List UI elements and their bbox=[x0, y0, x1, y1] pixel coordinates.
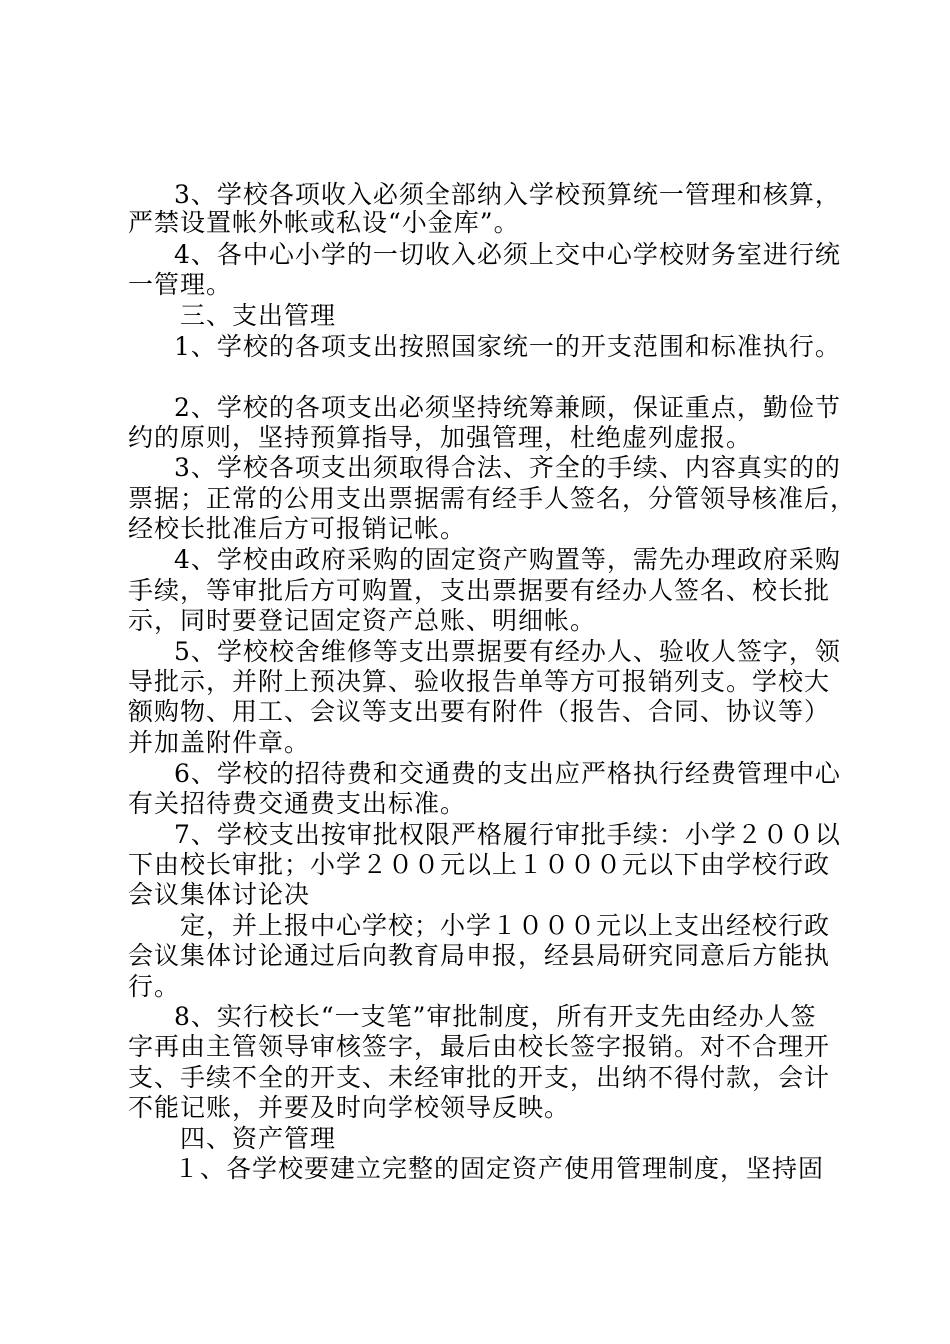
text-line: 2、学校的各项支出必须坚持统筹兼顾，保证重点，勤俭节 bbox=[174, 393, 841, 422]
text-line: 字再由主管领导审核签字，最后由校长签字报销。对不合理开 bbox=[128, 1032, 831, 1061]
text-line: 8、实行校长“一支笔”审批制度，所有开支先由经办人签 bbox=[174, 1002, 817, 1031]
text-line: 会议集体讨论通过后向教育局申报，经县局研究同意后方能执 bbox=[128, 941, 831, 970]
text-line: 3、学校各项收入必须全部纳入学校预算统一管理和核算， bbox=[174, 180, 841, 209]
text-line: 约的原则，坚持预算指导，加强管理，杜绝虚列虚报。 bbox=[128, 423, 753, 452]
text-line: 行。 bbox=[128, 972, 181, 1001]
text-line: 一管理。 bbox=[128, 270, 233, 299]
text-line: 严禁设置帐外帐或私设“小金库”。 bbox=[128, 208, 520, 237]
text-line: １、各学校要建立完整的固定资产使用管理制度，坚持固 bbox=[174, 1154, 825, 1183]
text-line: 3、学校各项支出须取得合法、齐全的手续、内容真实的的 bbox=[174, 453, 841, 482]
text-line: 手续，等审批后方可购置，支出票据要有经办人签名、校长批 bbox=[128, 576, 831, 605]
text-line: 经校长批准后方可报销记帐。 bbox=[128, 514, 467, 543]
text-line: 下由校长审批；小学２００元以上１０００元以下由学校行政 bbox=[128, 850, 831, 879]
text-line: 票据；正常的公用支出票据需有经手人签名，分管领导核准后， bbox=[128, 484, 857, 513]
text-line: 示，同时要登记固定资产总账、明细帐。 bbox=[128, 606, 597, 635]
text-line: 额购物、用工、会议等支出要有附件（报告、合同、协议等） bbox=[128, 697, 831, 726]
text-line: 5、学校校舍维修等支出票据要有经办人、验收人签字，领 bbox=[174, 637, 841, 666]
text-line: 导批示，并附上预决算、验收报告单等方可报销列支。学校大 bbox=[128, 667, 831, 696]
text-line: 并加盖附件章。 bbox=[128, 728, 311, 757]
text-line: 支、手续不全的开支、未经审批的开支，出纳不得付款，会计 bbox=[128, 1063, 831, 1092]
text-line: 有关招待费交通费支出标准。 bbox=[128, 789, 467, 818]
text-line: 不能记账，并要及时向学校领导反映。 bbox=[128, 1093, 571, 1122]
text-line: 4、各中心小学的一切收入必须上交中心学校财务室进行统 bbox=[174, 240, 841, 269]
text-line: 会议集体讨论决 bbox=[128, 880, 311, 909]
section-heading: 三、支出管理 bbox=[180, 301, 337, 330]
text-line: 定，并上报中心学校；小学１０００元以上支出经校行政 bbox=[180, 911, 831, 940]
text-line: 7、学校支出按审批权限严格履行审批手续：小学２００以 bbox=[174, 820, 841, 849]
text-line: 1、学校的各项支出按照国家统一的开支范围和标准执行。 bbox=[174, 332, 841, 361]
text-line: 4、学校由政府采购的固定资产购置等，需先办理政府采购 bbox=[174, 545, 841, 574]
section-heading: 四、资产管理 bbox=[180, 1124, 337, 1153]
text-line: 6、学校的招待费和交通费的支出应严格执行经费管理中心 bbox=[174, 759, 841, 788]
